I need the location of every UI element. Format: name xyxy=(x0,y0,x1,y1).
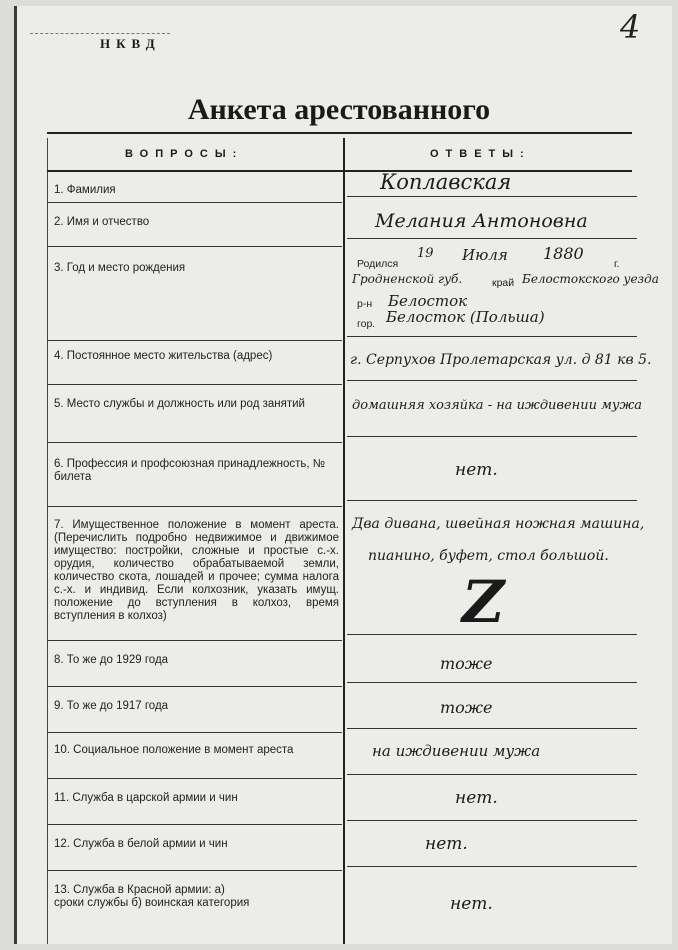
birth-day: 19 xyxy=(417,246,434,261)
row-rule xyxy=(47,246,342,247)
answer-1929: тоже xyxy=(440,654,493,673)
born-label: Родился xyxy=(357,258,399,270)
answer-rule xyxy=(347,866,637,867)
row-rule xyxy=(47,442,342,443)
answer-rule xyxy=(347,196,637,197)
question-1: 1. Фамилия xyxy=(54,184,116,196)
answer-rule xyxy=(347,380,637,381)
answer-rule xyxy=(347,238,637,239)
answer-rule xyxy=(347,820,637,821)
question-12: 12. Служба в белой армии и чин xyxy=(54,838,228,850)
answer-rule xyxy=(347,336,637,337)
question-11: 11. Служба в царской армии и чин xyxy=(54,792,238,804)
question-5: 5. Место службы и должность или род занятий xyxy=(54,398,305,410)
row-rule xyxy=(47,732,342,733)
answers-column-header: ОТВЕТЫ: xyxy=(430,148,531,160)
rn-label: р-н xyxy=(357,298,373,310)
z-mark: Z xyxy=(462,568,505,636)
row-rule xyxy=(47,640,342,641)
answer-rule xyxy=(347,774,637,775)
answer-occupation: домашняя хозяйка - на иждивении мужа xyxy=(352,398,642,413)
question-10: 10. Социальное положение в момент ареста xyxy=(54,744,294,756)
table-top-rule xyxy=(47,132,632,134)
questions-column-header: ВОПРОСЫ: xyxy=(125,148,244,160)
answer-profession: нет. xyxy=(455,460,498,480)
question-8: 8. То же до 1929 года xyxy=(54,654,169,666)
form-title: Анкета арестованного xyxy=(187,93,491,126)
birth-city: Белосток (Польша) xyxy=(386,308,545,326)
top-dashed-rule xyxy=(30,33,170,34)
organization-header: НКВД xyxy=(100,36,161,51)
row-rule xyxy=(47,778,342,779)
row-rule xyxy=(47,202,342,203)
page-number: 4 xyxy=(620,8,641,46)
question-2: 2. Имя и отчество xyxy=(54,216,150,228)
answer-rule xyxy=(347,728,637,729)
answer-name: Мелания Антоновна xyxy=(375,210,588,232)
question-4: 4. Постоянное место жительства (адрес) xyxy=(54,350,273,362)
row-rule xyxy=(47,686,342,687)
row-rule xyxy=(47,506,342,507)
answer-1917: тоже xyxy=(440,698,493,717)
question-13: 13. Служба в Красной армии: а) сроки службы б) воинская категория xyxy=(54,884,250,909)
birth-district: Белосток xyxy=(388,292,468,310)
column-divider xyxy=(343,138,345,944)
row-rule xyxy=(47,870,342,871)
answer-rule xyxy=(347,682,637,683)
row-rule xyxy=(47,824,342,825)
question-9: 9. То же до 1917 года xyxy=(54,700,169,712)
gor-label: гор. xyxy=(357,318,376,330)
answer-surname: Коплавская xyxy=(380,170,512,194)
answer-address: г. Серпухов Пролетарская ул. д 81 кв 5. xyxy=(350,352,652,368)
answer-property-line-2: пианино, буфет, стол большой. xyxy=(368,548,609,564)
answer-rule xyxy=(347,436,637,437)
answer-social-status: на иждивении мужа xyxy=(372,742,541,760)
answer-red-army: нет. xyxy=(450,894,493,914)
birth-year: 1880 xyxy=(543,244,584,263)
krai-label: край xyxy=(492,277,515,289)
answer-property-line-1: Два дивана, швейная ножная машина, xyxy=(352,516,645,532)
birth-month: Июля xyxy=(462,246,508,264)
row-rule xyxy=(47,340,342,341)
birth-uezd: Белостокского уезда xyxy=(522,272,659,286)
row-rule xyxy=(47,384,342,385)
answer-white-army: нет. xyxy=(425,834,468,854)
question-6: 6. Профессия и профсоюзная принадлежность, № билета xyxy=(54,458,326,483)
answer-rule xyxy=(347,500,637,501)
answer-tsarist-army: нет. xyxy=(455,788,498,808)
header-rule xyxy=(47,170,632,172)
question-3: 3. Год и место рождения xyxy=(54,262,186,274)
city-suffix-label: г. xyxy=(614,258,620,270)
question-7: 7. Имущественное положение в момент ареста. (Перечислить подробно недвижимое и движимое имущество: постройки, сложные и простые с.-х. орудия, количество обрабатываемой земли, количество скота, лошадей и прочее; сумма налога с.-х. и индивид. Если колхозник, указать имущ. положение до вступления в колхоз, время вступления в колхоз) xyxy=(54,519,339,622)
birth-region: Гродненской губ. xyxy=(352,272,463,286)
